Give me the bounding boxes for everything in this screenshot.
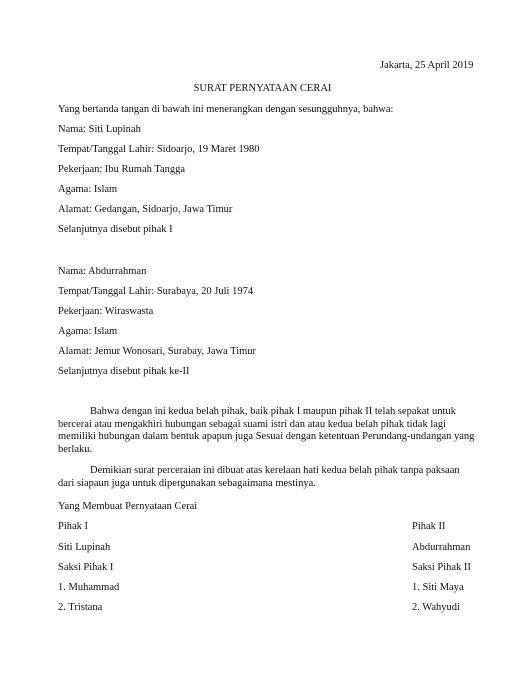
party1-sebutan: Selanjutnya disebut pihak I <box>58 224 173 235</box>
party1-alamat: Alamat: Gedangan, Sidoarjo, Jawa Timur <box>58 204 233 215</box>
party2-pekerjaan: Pekerjaan: Wiraswasta <box>58 306 154 317</box>
saksi-pihak2-2: 2. Wahyudi <box>412 602 460 613</box>
signature-heading: Yang Membuat Pernyataan Cerai <box>58 501 198 512</box>
closing-paragraph: Demikian surat perceraian ini dibuat atas kerelaan hati kedua belah pihak tanpa paksaan dari siapaun juga untuk dipergunakan sebagaimana mestinya. <box>58 465 460 489</box>
party1-pekerjaan: Pekerjaan: Ibu Rumah Tangga <box>58 164 186 175</box>
date-line: Jakarta, 25 April 2019 <box>380 60 474 71</box>
agreement-paragraph: Bahwa dengan ini kedua belah pihak, baik pihak I maupun pihak II telah sepakat untuk bercerai atau mengakhiri hubungan sebagai suami istri dan atau kedua belah pihak tidak lagi memiliki hubungan dalam bentuk apapun juga Sesuai dengan ketentuan Perundang-undangan yang berlaku. <box>58 406 475 455</box>
party2-alamat: Alamat: Jemur Wonosari, Surabay, Jawa Timur <box>58 346 257 357</box>
saksi-pihak2-1: 1. Siti Maya <box>412 582 464 593</box>
pihak1-name: Siti Lupinah <box>58 542 111 553</box>
party2-sebutan: Selanjutnya disebut pihak ke-II <box>58 366 190 377</box>
party1-nama: Nama: Siti Lupinah <box>58 124 141 135</box>
party2-nama: Nama: Abdurrahman <box>58 266 147 277</box>
saksi-pihak1-label: Saksi Pihak I <box>58 562 114 573</box>
intro-text: Yang bertanda tangan di bawah ini menerangkan dengan sesungguhnya, bahwa: <box>58 104 394 115</box>
pihak2-label: Pihak II <box>412 521 446 532</box>
pihak1-label: Pihak I <box>58 521 89 532</box>
party1-ttl: Tempat/Tanggal Lahir: Sidoarjo, 19 Maret 1980 <box>58 144 260 155</box>
pihak2-name: Abdurrahman <box>412 542 471 553</box>
party1-agama: Agama: Islam <box>58 184 118 195</box>
saksi-pihak2-label: Saksi Pihak II <box>412 562 471 573</box>
saksi-pihak1-1: 1. Muhammad <box>58 582 120 593</box>
party2-agama: Agama: Islam <box>58 326 118 337</box>
saksi-pihak1-2: 2. Tristana <box>58 602 103 613</box>
letter-title: SURAT PERNYATAAN CERAI <box>193 83 332 94</box>
party2-ttl: Tempat/Tanggal Lahir: Surabaya, 20 Juli 1974 <box>58 286 254 297</box>
